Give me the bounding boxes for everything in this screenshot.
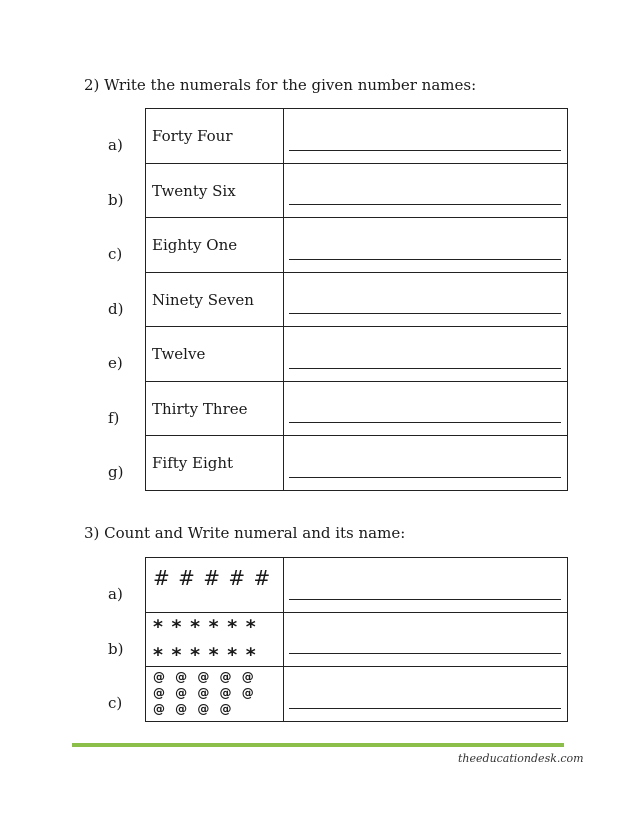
row-label: d) xyxy=(108,300,124,318)
answer-cell[interactable] xyxy=(284,613,568,667)
star-symbols: * * * * * * xyxy=(153,644,257,666)
answer-cell[interactable] xyxy=(284,273,568,327)
answer-line xyxy=(289,204,561,205)
symbol-cell xyxy=(146,558,284,613)
star-symbols: * * * * * * xyxy=(153,616,257,638)
row-label: b) xyxy=(108,640,124,658)
count-symbols-table xyxy=(145,557,568,722)
question-2-title: 2) Write the numerals for the given number names: xyxy=(84,76,477,94)
answer-line xyxy=(289,708,561,709)
answer-cell[interactable] xyxy=(284,109,568,164)
table-row xyxy=(146,382,568,436)
at-symbols: @ @ @ @ @ xyxy=(153,670,257,684)
answer-line xyxy=(289,477,561,478)
answer-line xyxy=(289,150,561,151)
answer-cell[interactable] xyxy=(284,667,568,722)
answer-cell[interactable] xyxy=(284,164,568,218)
number-names-table xyxy=(145,108,568,491)
answer-line xyxy=(289,368,561,369)
answer-line xyxy=(289,422,561,423)
row-label: b) xyxy=(108,191,124,209)
number-name-cell: Eighty One xyxy=(146,218,284,273)
number-name-cell: Forty Four xyxy=(146,109,284,164)
at-symbols: @ @ @ @ @ xyxy=(153,686,257,700)
answer-line xyxy=(289,599,561,600)
answer-cell[interactable] xyxy=(284,327,568,382)
hash-symbols: # # # # # xyxy=(153,566,272,590)
answer-cell[interactable] xyxy=(284,436,568,491)
table-row xyxy=(146,613,568,667)
answer-line xyxy=(289,653,561,654)
row-label: f) xyxy=(108,409,120,427)
table-row xyxy=(146,327,568,382)
table-row xyxy=(146,109,568,164)
number-name-cell: Ninety Seven xyxy=(146,273,284,327)
number-name-cell: Thirty Three xyxy=(146,382,284,436)
footer-site-name: theeducationdesk.com xyxy=(458,752,584,765)
answer-cell[interactable] xyxy=(284,218,568,273)
row-label: c) xyxy=(108,245,123,263)
footer-divider xyxy=(72,743,564,747)
question-3-title: 3) Count and Write numeral and its name: xyxy=(84,524,406,542)
table-row xyxy=(146,273,568,327)
table-row xyxy=(146,164,568,218)
number-name-cell: Fifty Eight xyxy=(146,436,284,491)
answer-cell[interactable] xyxy=(284,558,568,613)
row-label: e) xyxy=(108,354,123,372)
table-row xyxy=(146,667,568,722)
number-name-cell: Twelve xyxy=(146,327,284,382)
answer-line xyxy=(289,313,561,314)
at-symbols: @ @ @ @ xyxy=(153,702,235,716)
row-label: a) xyxy=(108,585,123,603)
answer-line xyxy=(289,259,561,260)
table-row xyxy=(146,218,568,273)
row-label: c) xyxy=(108,694,123,712)
table-row xyxy=(146,558,568,613)
symbol-cell xyxy=(146,667,284,722)
answer-cell[interactable] xyxy=(284,382,568,436)
row-label: g) xyxy=(108,463,124,481)
table-row xyxy=(146,436,568,491)
number-name-cell: Twenty Six xyxy=(146,164,284,218)
row-label: a) xyxy=(108,136,123,154)
symbol-cell xyxy=(146,613,284,667)
